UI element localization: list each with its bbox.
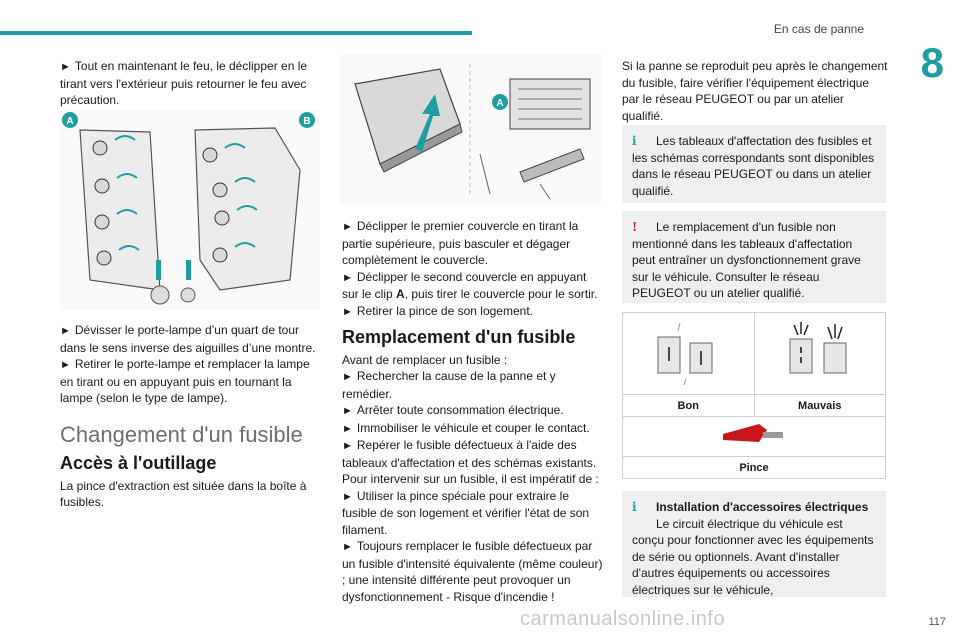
step-find-cause: ► Rechercher la cause de la panne et y remédier. — [342, 369, 556, 401]
recurring-fault-text: Si la panne se reproduit peu après le changement du fusible, faire vérifier l'équipement électrique par le réseau PEUGEOT ou par un atelier qualifié. — [622, 59, 888, 123]
step-stop-consumption: ► Arrêter toute consommation électrique. — [342, 403, 564, 417]
instruction-replace-lamp: ► Retirer le porte-lampe et remplacer la lampe en tirant ou en appuyant puis en tournant la lampe (selon le type de lampe). — [60, 357, 310, 405]
step-immobilise: ► Immobiliser le véhicule et couper le contact. — [342, 420, 590, 435]
bullet-arrow-icon: ► — [342, 490, 353, 503]
bullet-arrow-icon: ► — [342, 221, 353, 233]
pliers-label: Pince — [623, 457, 886, 479]
column-1 — [60, 58, 318, 109]
plain-text: Pour intervenir sur un fusible, il est impératif de : — [342, 472, 599, 486]
bullet-arrow-icon: ► — [342, 405, 353, 417]
heading-fuse-replacement: Remplacement d'un fusible — [342, 327, 576, 347]
bullet-arrow-icon: ► — [342, 271, 353, 284]
warning-icon: ! — [632, 220, 638, 234]
bullet-arrow-icon: ► — [342, 305, 353, 318]
tool-location-text: La pince d'extraction est située dans la boîte à fusibles. — [60, 478, 307, 509]
warning-note-unlisted-fuse: ! Le remplacement d'un fusible non mentionné dans les tableaux d'affectation peut entraîner un dysfonctionnement grave sur le véhicule. Consulter le réseau PEUGEOT ou un atelier qualifié. — [622, 211, 886, 303]
column-1-lower — [60, 322, 322, 511]
fuse-bad-label: Mauvais — [754, 395, 886, 417]
column-2 — [342, 218, 604, 605]
subtitle-tool-access: Accès à l'outillage — [60, 453, 217, 473]
fuse-blown-icon — [780, 317, 860, 387]
bullet-arrow-icon: ► — [60, 325, 71, 337]
rear-lamp-illustration — [60, 110, 320, 310]
bullet-arrow-icon: ► — [342, 371, 353, 383]
fuse-good-icon — [648, 317, 728, 387]
svg-text:A: A — [496, 98, 504, 109]
step-remove-tool: ► Retirer la pince de son logement. — [342, 303, 533, 318]
bullet-arrow-icon: ► — [60, 61, 71, 73]
fuse-condition-table — [622, 312, 886, 479]
svg-text:B: B — [303, 116, 311, 127]
step-unclip-first-cover: ► Déclipper le premier couvercle en tirant la partie supérieure, puis basculer et dégager complètement le couvercle. — [342, 219, 579, 267]
step-use-tool: ► Utiliser la pince spéciale pour extraire le fusible de son logement et vérifier l'état de son filament. — [342, 488, 590, 537]
column-3 — [622, 58, 888, 124]
watermark: carmanualsonline.info — [520, 608, 726, 630]
chapter-number: 8 — [920, 39, 944, 86]
svg-text:A: A — [66, 116, 74, 127]
instruction-unscrew: ► Dévisser le porte-lampe d’un quart de tour dans le sens inverse des aiguilles d’une montre. — [60, 323, 316, 355]
instruction-unclip-light: ► Tout en maintenant le feu, le déclipper en le tirant vers l'extérieur puis retourner le feu avec précaution. — [60, 59, 308, 107]
section-title: En cas de panne — [773, 22, 864, 36]
page-number: 117 — [928, 616, 946, 628]
page-title: Changement d'un fusible — [60, 421, 303, 447]
header-accent-bar — [0, 31, 472, 35]
fuse-good-label: Bon — [623, 395, 755, 417]
step-locate-fuse: ► Repérer le fusible défectueux à l'aide des tableaux d'affectation et des schémas existants. — [342, 438, 597, 470]
bullet-arrow-icon: ► — [342, 541, 353, 553]
bullet-arrow-icon: ► — [60, 359, 71, 371]
info-note-fuse-tables: i Les tableaux d'affectation des fusibles et les schémas correspondants sont disponibles dans le réseau PEUGEOT ou dans un atelier qualifié. — [622, 125, 886, 203]
bullet-arrow-icon: ► — [342, 422, 353, 435]
info-icon: i — [632, 500, 637, 514]
fuse-bad-image-cell — [754, 313, 886, 395]
step-replace-same-rating: ► Toujours remplacer le fusible défectueux par un fusible d'intensité équivalente (même couleur) ; une intensité différente peut provoquer un dysfonctionnement - Risque d'incendie ! — [342, 539, 603, 604]
fuse-good-image-cell — [623, 313, 755, 395]
info-icon: i — [632, 134, 637, 148]
fuse-pliers-icon — [719, 420, 789, 450]
intro-text: Avant de remplacer un fusible : — [342, 352, 508, 367]
info-note-accessories: i Installation d'accessoires électriques Le circuit électrique du véhicule est conçu pour fonctionner avec les équipements de série ou optionnels. Avant d'installer d'autres équipements ou accessoires électriques sur le véhicule, — [622, 491, 886, 597]
pliers-image-cell — [623, 417, 886, 457]
bullet-arrow-icon: ► — [342, 440, 353, 452]
fuse-box-cover-illustration — [340, 54, 602, 204]
step-unclip-second-cover: ► Déclipper le second couvercle en appuyant sur le clip A, puis tirer le couvercle pour le sortir. — [342, 269, 598, 301]
